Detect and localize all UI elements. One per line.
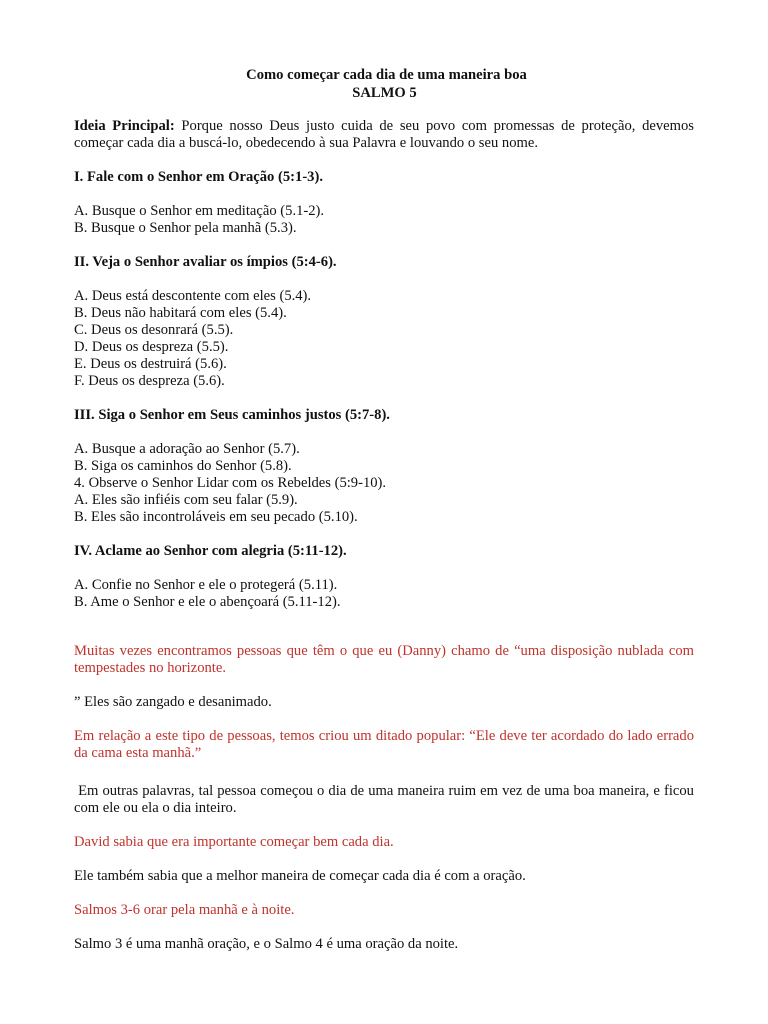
list-item: F. Deus os despreza (5.6).: [74, 373, 225, 389]
main-idea-paragraph: [74, 118, 694, 152]
document-body: [74, 118, 698, 953]
body-paragraph: ” Eles são zangado e desanimado.: [74, 694, 272, 710]
list-item: E. Deus os destruirá (5.6).: [74, 356, 227, 372]
body-paragraph: Ele também sabia que a melhor maneira de começar cada dia é com a oração.: [74, 868, 526, 884]
body-paragraph-red: David sabia que era importante começar bem cada dia.: [74, 834, 394, 850]
list-item: A. Busque a adoração ao Senhor (5.7).: [74, 441, 300, 457]
body-paragraph-red: Salmos 3-6 orar pela manhã e à noite.: [74, 902, 295, 918]
list-item: B. Deus não habitará com eles (5.4).: [74, 305, 287, 321]
list-item: 4. Observe o Senhor Lidar com os Rebeldes (5:9-10).: [74, 475, 387, 491]
main-idea-label: Ideia Principal:: [74, 118, 175, 134]
section-heading: III. Siga o Senhor em Seus caminhos justos (5:7-8).: [74, 407, 390, 423]
section-heading: II. Veja o Senhor avaliar os ímpios (5:4-6).: [74, 254, 337, 270]
list-item: B. Eles são incontroláveis em seu pecado (5.10).: [74, 509, 358, 525]
list-item: A. Deus está descontente com eles (5.4).: [74, 288, 312, 304]
list-item: A. Busque o Senhor em meditação (5.1-2).: [74, 203, 325, 219]
list-item: D. Deus os despreza (5.5).: [74, 339, 229, 355]
title-line-2: SALMO 5: [352, 85, 417, 101]
list-item: A. Confie no Senhor e ele o protegerá (5.11).: [74, 577, 338, 593]
body-paragraph: Salmo 3 é uma manhã oração, e o Salmo 4 é uma oração da noite.: [74, 936, 459, 952]
list-item: B. Busque o Senhor pela manhã (5.3).: [74, 220, 297, 236]
document-title: [0, 67, 768, 103]
list-item: B. Ame o Senhor e ele o abençoará (5.11-12).: [74, 594, 341, 610]
section-heading: I. Fale com o Senhor em Oração (5:1-3).: [74, 169, 323, 185]
body-paragraph: Em outras palavras, tal pessoa começou o dia de uma maneira ruim em vez de uma boa maneira, e ficou com ele ou ela o dia inteiro.: [74, 783, 698, 816]
list-item: A. Eles são infiéis com seu falar (5.9).: [74, 492, 298, 508]
section-heading: IV. Aclame ao Senhor com alegria (5:11-12).: [74, 543, 347, 559]
list-item: B. Siga os caminhos do Senhor (5.8).: [74, 458, 292, 474]
list-item: C. Deus os desonrará (5.5).: [74, 322, 234, 338]
title-line-1: Como começar cada dia de uma maneira boa: [246, 67, 527, 83]
body-paragraph-red: Em relação a este tipo de pessoas, temos criou um ditado popular: “Ele deve ter acordado do lado errado da cama esta manhã.”: [74, 728, 694, 761]
body-paragraph-red: Muitas vezes encontramos pessoas que têm o que eu (Danny) chamo de “uma disposição nublada com tempestades no horizonte.: [74, 643, 694, 676]
main-idea-text: Porque nosso Deus justo cuida de seu povo com promessas de proteção, devemos começar cada dia a buscá-lo, obedecendo à sua Palavra e louvando o seu nome.: [74, 118, 694, 151]
